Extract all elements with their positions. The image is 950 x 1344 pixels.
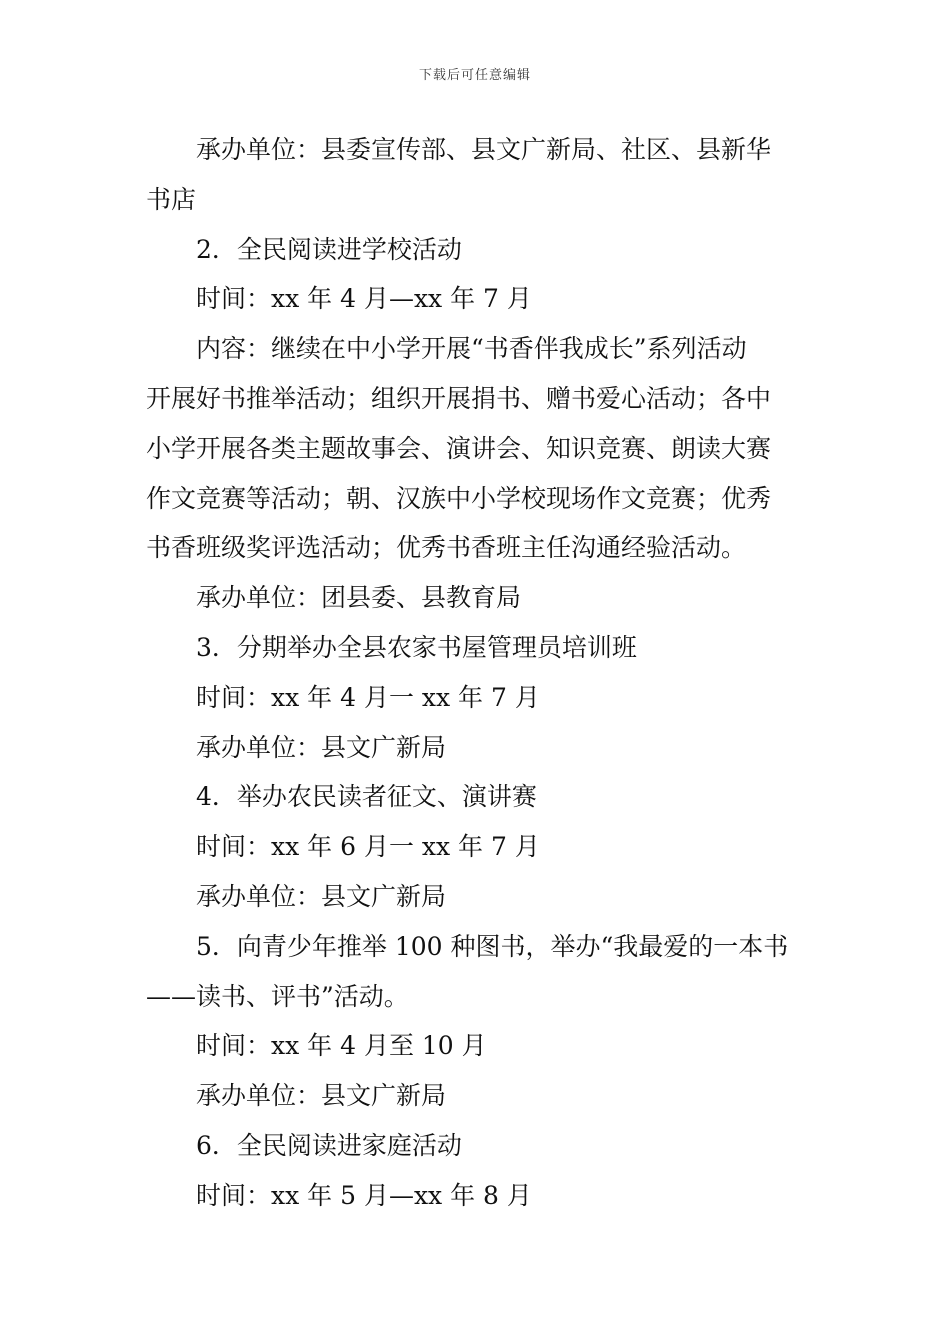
paragraph-line: 时间：xx 年 5 月—xx 年 8 月 xyxy=(196,1180,532,1210)
paragraph-line: 承办单位：县文广新局 xyxy=(196,1081,447,1111)
paragraph-line: 内容：继续在中小学开展“书香伴我成长”系列活动 xyxy=(196,334,747,364)
paragraph-line: 承办单位：团县委、县教育局 xyxy=(196,583,522,613)
section-heading: 6．全民阅读进家庭活动 xyxy=(196,1130,462,1160)
section-heading: 2．全民阅读进学校活动 xyxy=(196,234,462,264)
paragraph-line: 时间：xx 年 4 月一 xx 年 7 月 xyxy=(196,682,540,712)
paragraph-line: 书店 xyxy=(146,184,197,214)
paragraph-line: 作文竞赛等活动；朝、汉族中小学校现场作文竞赛；优秀 xyxy=(146,483,772,513)
section-heading: 3．分期举办全县农家书屋管理员培训班 xyxy=(196,632,637,662)
paragraph-line: 承办单位：县委宣传部、县文广新局、社区、县新华 xyxy=(196,135,772,164)
paragraph-line: 小学开展各类主题故事会、演讲会、知识竞赛、朗读大赛 xyxy=(146,433,772,463)
paragraph-line: ——读书、评书”活动。 xyxy=(146,981,409,1011)
page-header: 下载后可任意编辑 xyxy=(418,68,531,83)
paragraph-line: 书香班级奖评选活动；优秀书香班主任沟通经验活动。 xyxy=(146,533,747,563)
paragraph-line: 承办单位：县文广新局 xyxy=(196,732,447,762)
section-heading: 5．向青少年推举 100 种图书，举办“我最爱的一本书 xyxy=(196,931,789,961)
document-body xyxy=(146,125,806,1221)
paragraph-line: 时间：xx 年 6 月一 xx 年 7 月 xyxy=(196,832,540,862)
paragraph-line: 开展好书推举活动；组织开展捐书、赠书爱心活动；各中 xyxy=(146,383,772,413)
paragraph-line: 承办单位：县文广新局 xyxy=(196,881,447,911)
paragraph-line: 时间：xx 年 4 月—xx 年 7 月 xyxy=(196,284,532,314)
section-heading: 4．举办农民读者征文、演讲赛 xyxy=(196,782,537,812)
paragraph-line: 时间：xx 年 4 月至 10 月 xyxy=(196,1031,487,1061)
